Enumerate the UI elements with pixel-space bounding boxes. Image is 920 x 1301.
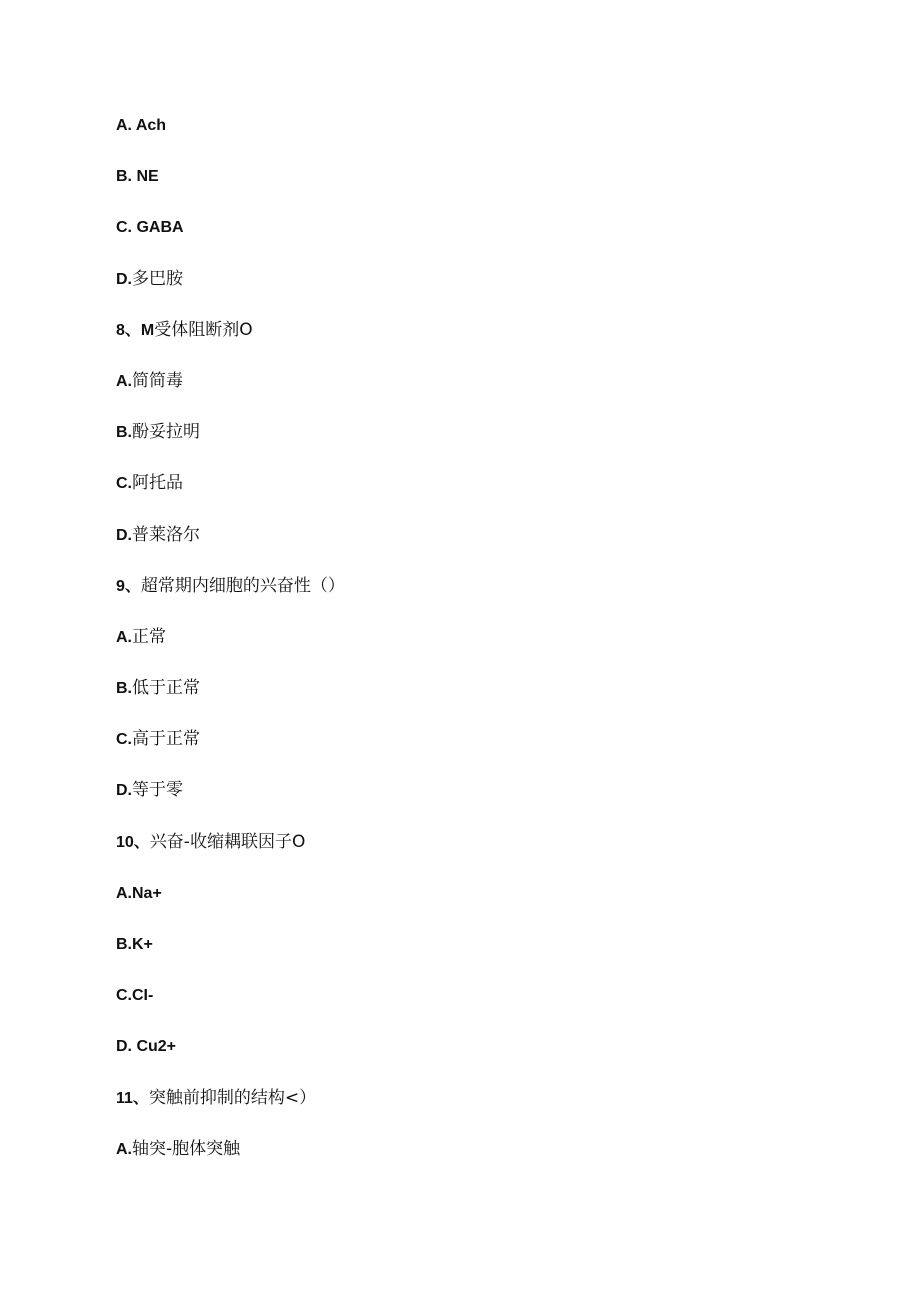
line-text: 受体阻断剂O [154, 319, 253, 340]
line-prefix: B. [116, 680, 132, 698]
option-line [116, 1136, 345, 1187]
question-line [116, 829, 345, 880]
option-line [116, 1033, 345, 1084]
option-line [116, 112, 345, 163]
line-prefix: B. [116, 424, 132, 442]
line-prefix: D. Cu2+ [116, 1038, 177, 1056]
line-text: 高于正常 [132, 729, 200, 750]
line-prefix: D. [116, 270, 132, 288]
option-line [116, 470, 345, 521]
line-prefix: B. NE [116, 168, 159, 186]
line-prefix: A. [116, 628, 132, 646]
option-line [116, 266, 345, 317]
option-line [116, 163, 345, 214]
line-text: 简简毒 [132, 370, 183, 391]
line-text: 低于正常 [132, 678, 200, 699]
question-line [116, 573, 345, 624]
line-prefix: B.K+ [116, 936, 153, 953]
line-prefix: A.Na+ [116, 884, 162, 902]
option-line [116, 214, 345, 265]
line-text: 阿托品 [132, 473, 183, 494]
option-line [116, 675, 345, 726]
option-line [116, 368, 345, 419]
line-prefix: A. [116, 372, 132, 390]
line-prefix: 8、M [116, 321, 155, 339]
option-line [116, 726, 345, 777]
line-text: 等于零 [132, 780, 183, 801]
option-line [116, 982, 345, 1033]
question-line [116, 317, 345, 368]
option-line [116, 419, 345, 470]
line-prefix: A. [116, 1140, 132, 1158]
line-text: 突触前抑制的结构<） [148, 1087, 317, 1108]
line-prefix: 10、 [116, 833, 150, 851]
option-line [116, 777, 345, 828]
option-line [116, 522, 345, 573]
question-line [116, 1085, 345, 1136]
option-line [116, 624, 345, 675]
line-prefix: D. [116, 526, 132, 544]
line-prefix: C. [116, 475, 132, 493]
line-prefix: D. [116, 782, 132, 800]
line-prefix: 11、 [116, 1089, 149, 1107]
line-prefix: 9、 [116, 577, 141, 595]
line-text: 超常期内细胞的兴奋性（） [140, 575, 345, 596]
line-prefix: C. GABA [116, 219, 184, 237]
line-text: 正常 [132, 626, 166, 647]
line-text: 普莱洛尔 [132, 524, 200, 545]
line-prefix: A. Ach [116, 117, 167, 134]
option-line [116, 880, 345, 931]
question-list [116, 112, 345, 1187]
line-text: 轴突-胞体突触 [132, 1138, 241, 1159]
line-prefix: C. [116, 731, 132, 749]
line-text: 多巴胺 [132, 268, 183, 289]
line-text: 兴奋-收缩耦联因子O [149, 831, 306, 852]
line-prefix: C.CI- [116, 987, 154, 1005]
line-text: 酚妥拉明 [132, 422, 200, 443]
option-line [116, 931, 345, 982]
